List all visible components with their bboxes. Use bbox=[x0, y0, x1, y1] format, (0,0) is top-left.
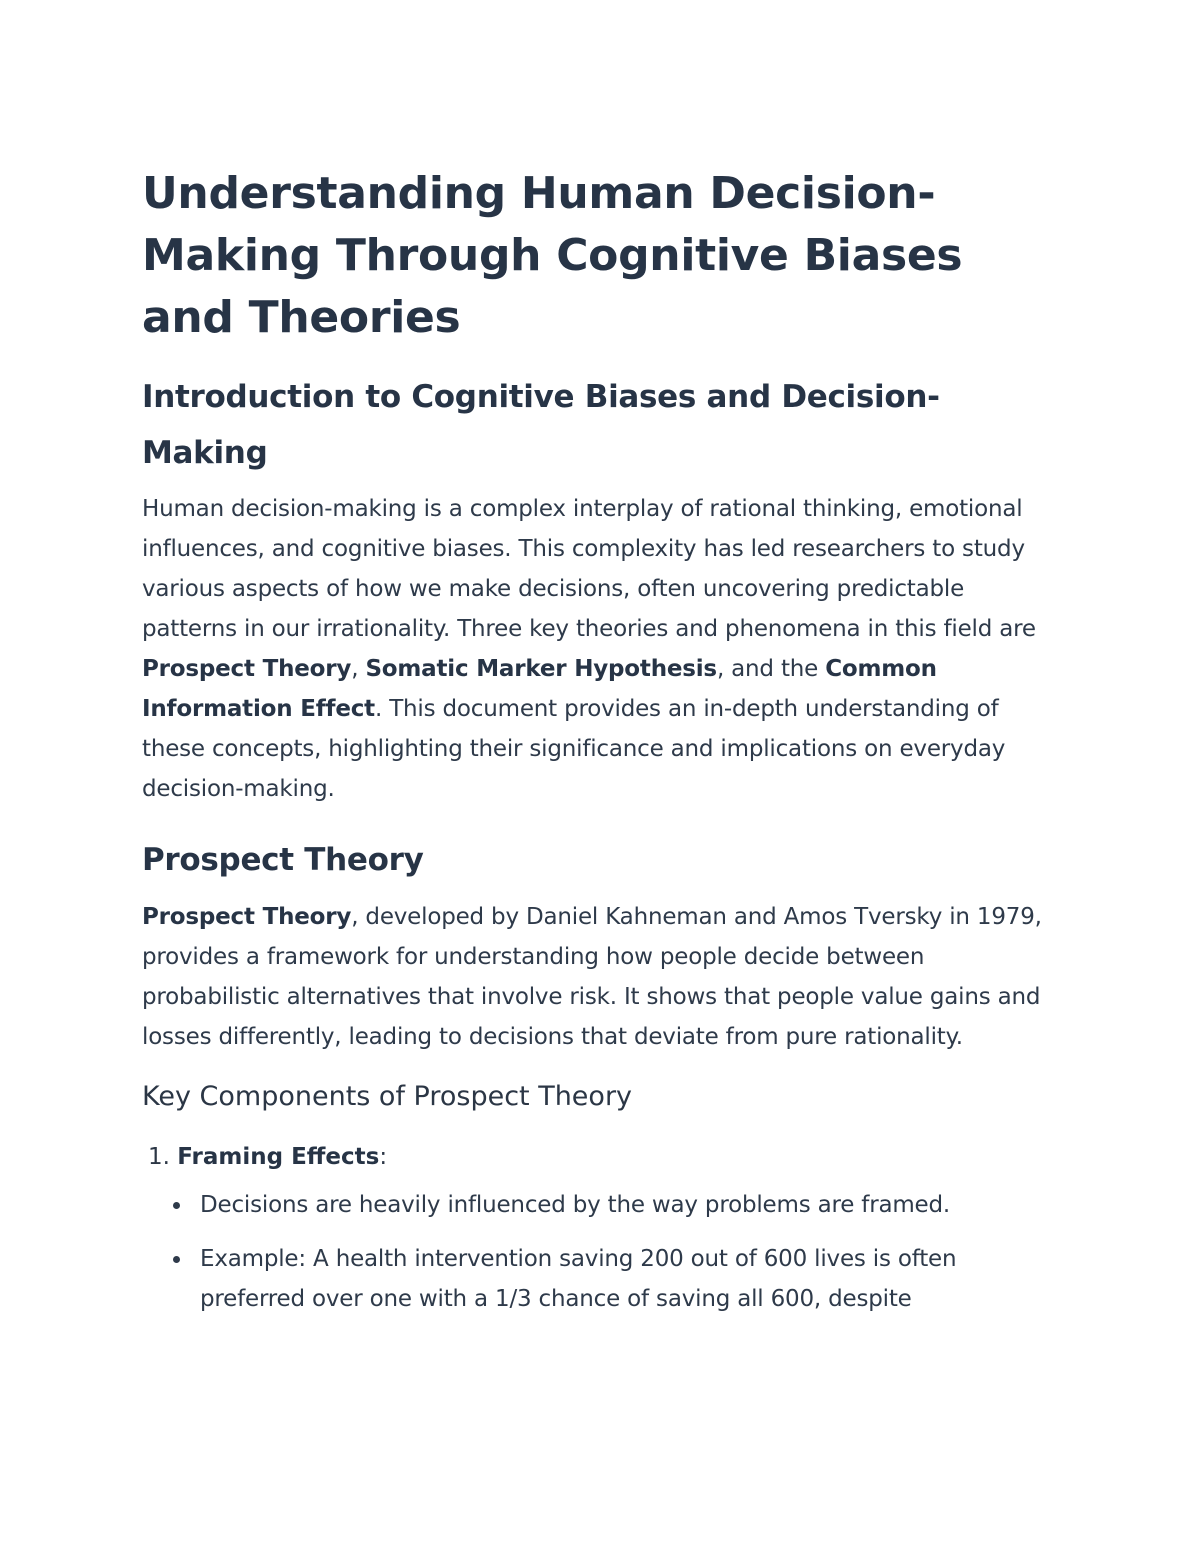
list-number: 1. bbox=[148, 1144, 170, 1170]
intro-paragraph bbox=[142, 489, 1062, 809]
intro-bold-somatic-marker: Somatic Marker Hypothesis bbox=[365, 656, 717, 682]
bullet-icon bbox=[173, 1202, 180, 1209]
intro-text-1: Human decision-making is a complex interplay of rational thinking, emotional influences, and cognitive biases. This complexity has led researchers to study various aspects of how we make decisions, often uncovering predictable patterns in our irrationality. Three key theories and phenomena in this field are bbox=[142, 496, 1036, 642]
prospect-bold-term: Prospect Theory bbox=[142, 904, 352, 930]
framing-bullet-list bbox=[142, 1185, 1062, 1319]
prospect-text: , developed by Daniel Kahneman and Amos Tversky in 1979, provides a framework for understanding how people decide between probabilistic alternatives that involve risk. It shows that people value gains and losses differently, leading to decisions that deviate from pure rationality. bbox=[142, 904, 1042, 1050]
bullet-text: Example: A health intervention saving 200 out of 600 lives is often preferred over one with a 1/3 chance of saving all 600, despite bbox=[200, 1246, 957, 1312]
bullet-icon bbox=[173, 1256, 180, 1263]
intro-bold-prospect-theory: Prospect Theory bbox=[142, 656, 352, 682]
list-item bbox=[142, 1239, 1062, 1319]
list-item bbox=[142, 1185, 1062, 1225]
prospect-paragraph bbox=[142, 897, 1062, 1057]
intro-sep-2: , and the bbox=[716, 656, 826, 682]
bullet-text: Decisions are heavily influenced by the way problems are framed. bbox=[200, 1192, 951, 1218]
ordered-list-item-framing bbox=[142, 1137, 1062, 1177]
list-item-label: Framing Effects bbox=[177, 1144, 380, 1170]
intro-sep-1: , bbox=[351, 656, 366, 682]
document-page bbox=[142, 163, 1062, 1333]
intro-bold-common-information: Common Information Effect bbox=[142, 656, 937, 722]
intro-text-2: . This document provides an in-depth understanding of these concepts, highlighting their significance and implications on everyday decision-making. bbox=[142, 696, 1006, 802]
prospect-heading: Prospect Theory bbox=[142, 842, 424, 878]
document-title: Understanding Human Decision-Making Through Cognitive Biases and Theories bbox=[142, 168, 963, 343]
key-components-heading: Key Components of Prospect Theory bbox=[142, 1081, 633, 1112]
intro-heading: Introduction to Cognitive Biases and Decision-Making bbox=[142, 379, 940, 471]
list-item-suffix: : bbox=[379, 1144, 388, 1170]
